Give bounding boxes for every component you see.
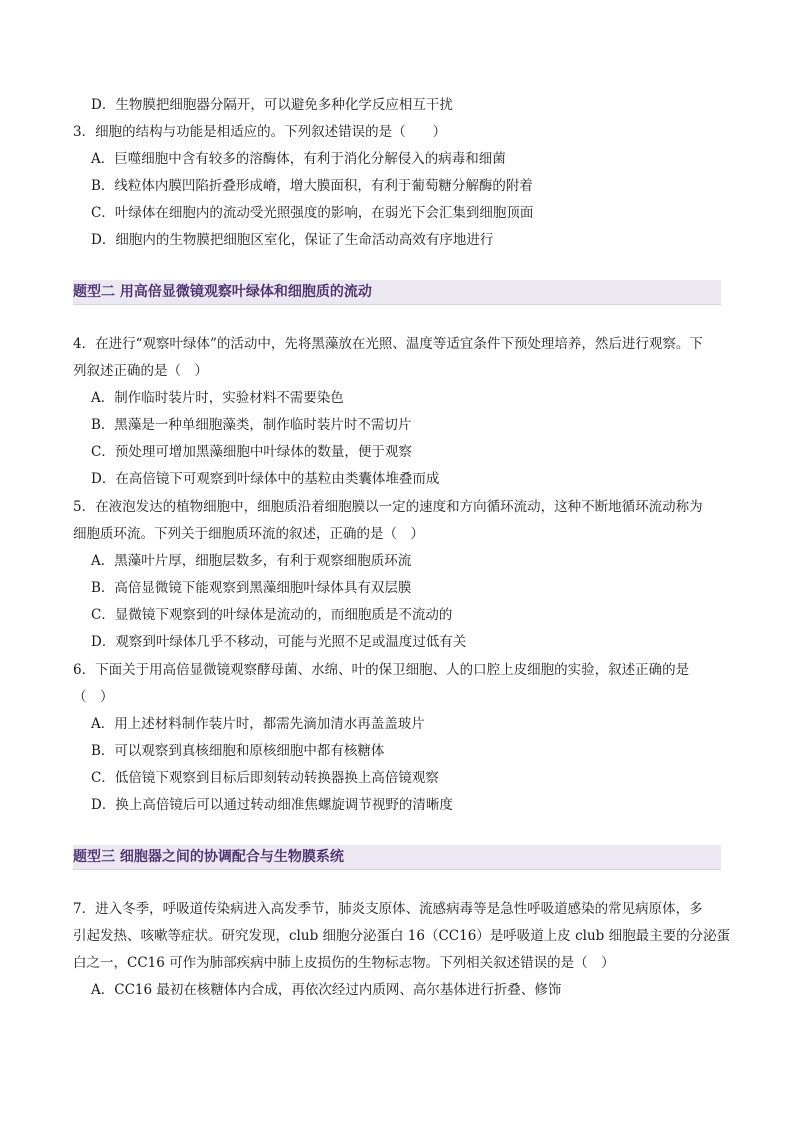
q5-option-c: C．显微镜下观察到的叶绿体是流动的，而细胞质是不流动的 [91,607,453,623]
q3-option-b: B．线粒体内膜凹陷折叠形成嵴，增大膜面积，有利于葡萄糖分解酶的附着 [91,178,533,194]
q7-stem-line-3: 白之一，CC16 可作为肺部疾病中肺上皮损伤的生物标志物。下列相关叙述错误的是（ ） [73,955,615,971]
q6-option-c: C．低倍镜下观察到目标后即刻转动转换器换上高倍镜观察 [91,770,439,786]
section-heading-2 [73,280,721,305]
q3-option-d: D．细胞内的生物膜把细胞区室化，保证了生命活动高效有序地进行 [91,232,494,248]
section-heading-3 [73,845,721,870]
section-title-3: 题型三 细胞器之间的协调配合与生物膜系统 [73,849,344,865]
q5-option-d: D．观察到叶绿体几乎不移动，可能与光照不足或温度过低有关 [91,634,467,650]
q4-option-a: A．制作临时装片时，实验材料不需要染色 [91,390,344,406]
q4-option-b: B．黑藻是一种单细胞藻类，制作临时装片时不需切片 [91,417,412,433]
q3-option-c: C．叶绿体在细胞内的流动受光照强度的影响，在弱光下会汇集到细胞顶面 [91,205,534,221]
q6-stem-line-1: 6．下面关于用高倍显微镜观察酵母菌、水绵、叶的保卫细胞、人的口腔上皮细胞的实验，叙述正确的是 [73,662,690,678]
q4-stem-line-2: 列叙述正确的是（ ） [73,363,208,379]
q4-stem-line-1: 4．在进行“观察叶绿体”的活动中，先将黑藻放在光照、温度等适宜条件下预处理培养，然后进行观察。下 [73,336,703,352]
section-title-2: 题型二 用高倍显微镜观察叶绿体和细胞质的流动 [73,284,372,300]
q6-option-b: B．可以观察到真核细胞和原核细胞中都有核糖体 [91,743,385,759]
q7-stem-line-2: 引起发热、咳嗽等症状。研究发现，club 细胞分泌蛋白 16（CC16）是呼吸道上皮 club 细胞最主要的分泌蛋 [73,928,731,944]
q4-option-d: D．在高倍镜下可观察到叶绿体中的基粒由类囊体堆叠而成 [91,471,440,487]
q5-stem-line-1: 5．在液泡发达的植物细胞中，细胞质沿着细胞膜以一定的速度和方向循环流动，这种不断地循环流动称为 [73,499,703,515]
q5-option-b: B．高倍显微镜下能观察到黑藻细胞叶绿体具有双层膜 [91,580,412,596]
q4-option-c: C．预处理可增加黑藻细胞中叶绿体的数量，便于观察 [91,444,412,460]
q2-option-d: D．生物膜把细胞器分隔开，可以避免多种化学反应相互干扰 [91,97,453,113]
q6-option-a: A．用上述材料制作装片时，都需先滴加清水再盖盖玻片 [91,716,425,732]
q6-stem-line-2: （ ） [73,689,114,705]
q5-option-a: A．黑藻叶片厚，细胞层数多，有利于观察细胞质环流 [91,553,412,569]
q6-option-d: D．换上高倍镜后可以通过转动细准焦螺旋调节视野的清晰度 [91,797,453,813]
q7-option-a: A．CC16 最初在核糖体内合成，再依次经过内质网、高尔基体进行折叠、修饰 [91,982,562,998]
q5-stem-line-2: 细胞质环流。下列关于细胞质环流的叙述，正确的是（ ） [73,526,424,542]
q3-option-a: A．巨噬细胞中含有较多的溶酶体，有利于消化分解侵入的病毒和细菌 [91,151,506,167]
q7-stem-line-1: 7．进入冬季，呼吸道传染病进入高发季节，肺炎支原体、流感病毒等是急性呼吸道感染的常见病原体，多 [73,901,703,917]
q3-stem: 3．细胞的结构与功能是相适应的。下列叙述错误的是（ ） [73,124,447,140]
